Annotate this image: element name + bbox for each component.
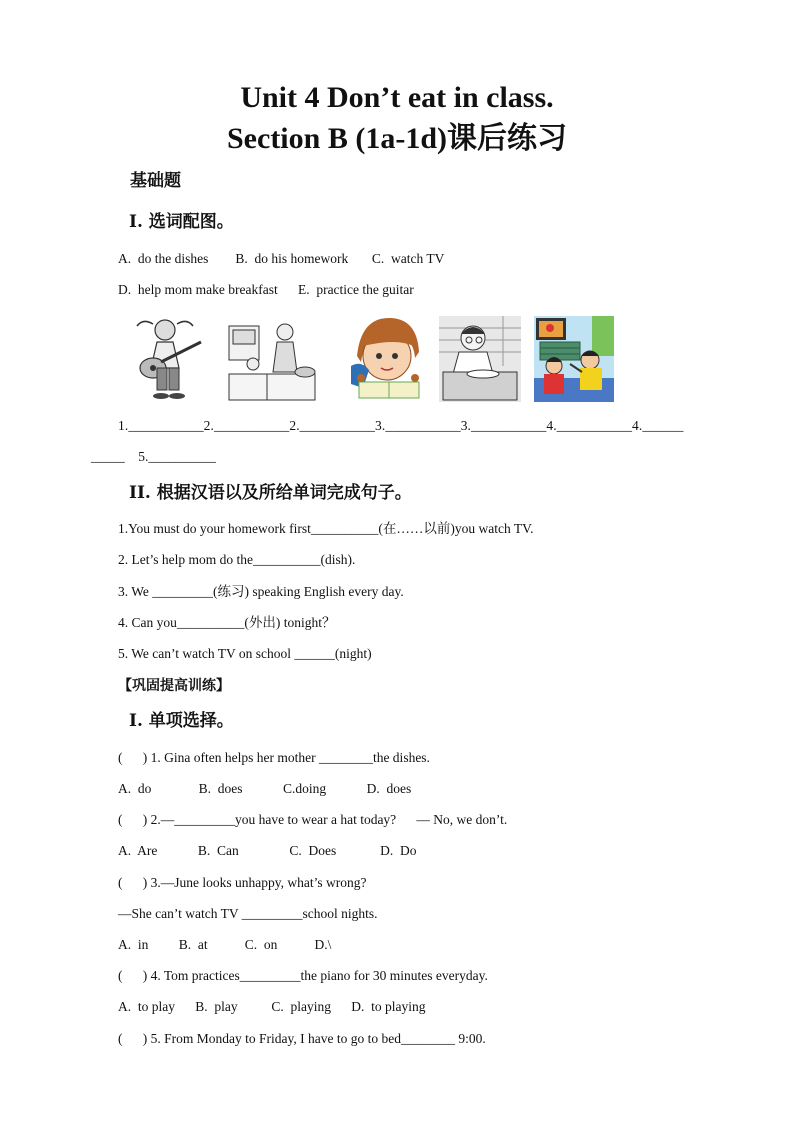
sentence-item: 3. We _________(练习) speaking English every day.: [118, 584, 404, 599]
choice-heading: I. 单项选择。: [129, 711, 234, 731]
boy-dishes-icon: [439, 316, 521, 402]
part2-heading: II. 根据汉语以及所给单词完成句子。: [129, 483, 412, 503]
sentence-item: 2. Let’s help mom do the__________(dish).: [118, 552, 356, 567]
kitchen-breakfast-icon: [227, 316, 317, 402]
options-line: A. do B. does C.doing D. does: [118, 781, 412, 796]
part1-heading: I. 选词配图。: [129, 212, 234, 232]
picture-row: [131, 316, 621, 402]
question-line: ( ) 5. From Monday to Friday, I have to go to bed________ 9:00.: [118, 1031, 486, 1046]
answer-blanks-line-1: 1.___________2.___________2.___________3.___________3.___________4.___________4.______: [118, 418, 684, 433]
answer-blanks-line-2: _____ 5.__________: [91, 449, 216, 464]
question-line: ( ) 3.—June looks unhappy, what’s wrong?: [118, 875, 367, 890]
options-line: A. to play B. play C. playing D. to playing: [118, 999, 426, 1014]
title-line-1: Unit 4 Don’t eat in class.: [240, 81, 554, 114]
title-line-2: Section B (1a-1d)课后练习: [227, 122, 567, 155]
girl-homework-icon: [349, 316, 424, 402]
options-line-1: A. do the dishes B. do his homework C. watch TV: [118, 251, 445, 266]
question-line: ( ) 4. Tom practices_________the piano for 30 minutes everyday.: [118, 968, 488, 983]
question-line: —She can’t watch TV _________school nights.: [118, 906, 378, 921]
advanced-heading: 【巩固提高训练】: [118, 678, 230, 694]
options-line: A. in B. at C. on D.\: [118, 937, 332, 952]
sentence-item: 5. We can’t watch TV on school ______(night): [118, 646, 372, 661]
question-line: ( ) 1. Gina often helps her mother ________the dishes.: [118, 750, 430, 765]
girl-guitar-icon: [131, 316, 207, 402]
question-line: ( ) 2.—_________you have to wear a hat today? — No, we don’t.: [118, 812, 508, 827]
basic-heading: 基础题: [130, 171, 181, 191]
options-line: A. Are B. Can C. Does D. Do: [118, 843, 417, 858]
sentence-item: 1.You must do your homework first__________(在……以前)you watch TV.: [118, 521, 534, 536]
options-line-2: D. help mom make breakfast E. practice the guitar: [118, 282, 414, 297]
sentence-item: 4. Can you__________(外出) tonight？: [118, 615, 336, 630]
kids-watch-tv-icon: [534, 316, 614, 402]
